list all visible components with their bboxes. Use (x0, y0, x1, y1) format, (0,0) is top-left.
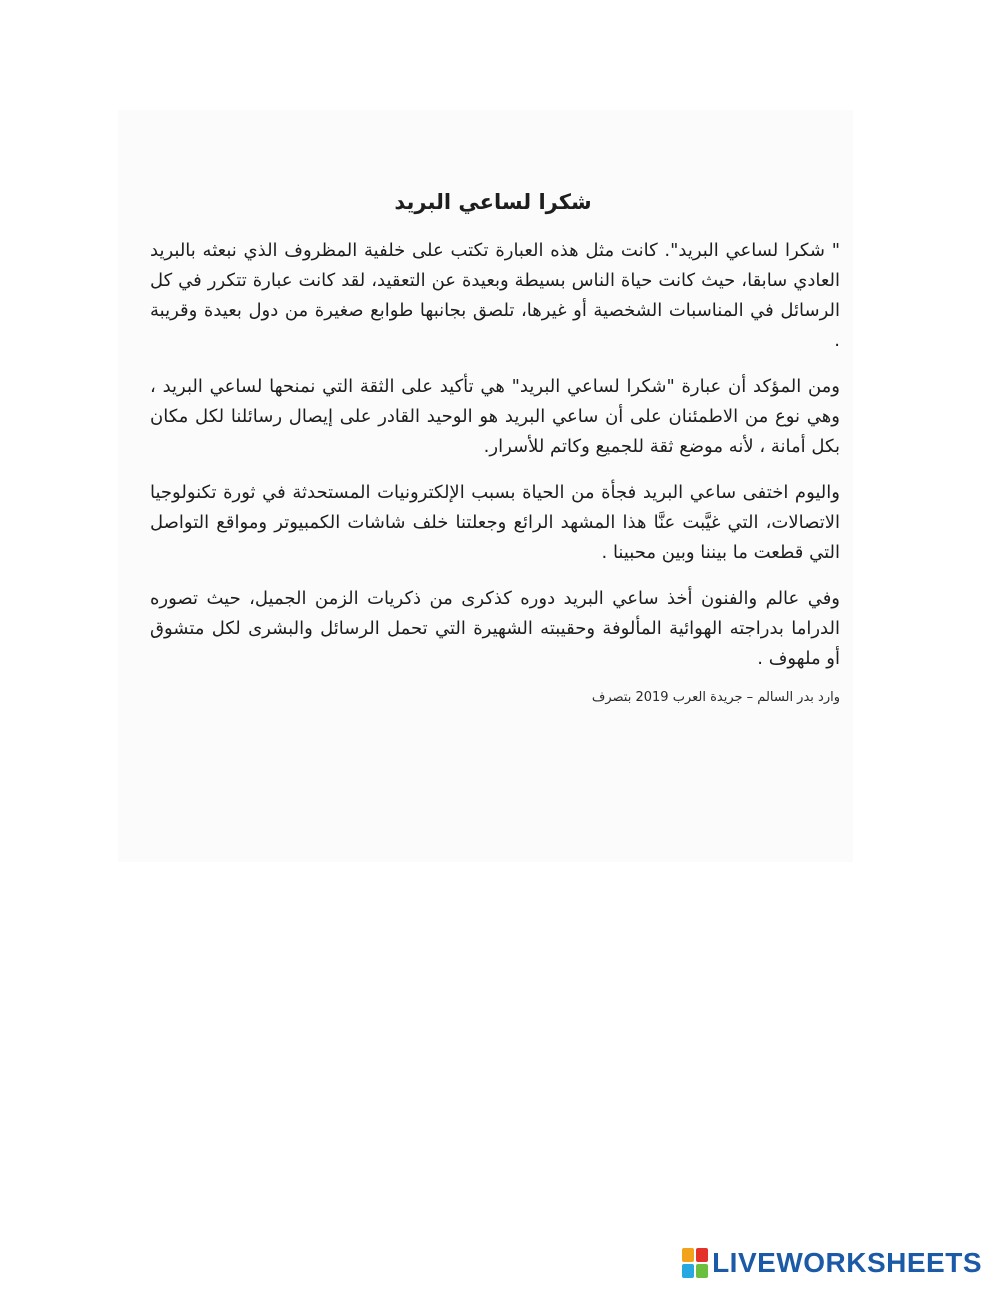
article-source: وارد بدر السالم – جريدة العرب 2019 بتصرف (591, 690, 840, 705)
brand-name: LIVEWORKSHEETS (712, 1247, 982, 1278)
article-paragraph-2: ومن المؤكد أن عبارة "شكرا لساعي البريد" هي تأكيد على الثقة التي نمنحها لساعي البريد ، وهي نوع من الاطمئنان على أن ساعي البريد هو الوحيد القادر على إيصال رسائلنا لكل مكان بكل أمانة ، لأنه موضع ثقة للجميع وكاتم للأسرار. (150, 376, 840, 457)
footer-branding (682, 1245, 982, 1281)
article (150, 190, 840, 705)
liveworksheets-logo-icon (682, 1248, 708, 1278)
article-paragraph-3: واليوم اختفى ساعي البريد فجأة من الحياة بسبب الإلكترونيات المستحدثة في ثورة تكنولوجيا الاتصالات، التي غيَّبت عنَّا هذا المشهد الرائع وجعلتنا خلف شاشات الكمبيوتر ومواقع التواصل التي قطعت ما بيننا وبين محبينا . (150, 482, 840, 563)
article-title: شكرا لساعي البريد (394, 190, 592, 214)
article-paragraph-4: وفي عالم والفنون أخذ ساعي البريد دوره كذكرى من ذكريات الزمن الجميل، حيث تصوره الدراما بدراجته الهوائية المألوفة وحقيبته الشهيرة التي تحمل الرسائل والبشرى لكل متشوق أو ملهوف . (150, 588, 840, 669)
article-paragraph-1: " شكرا لساعي البريد". كانت مثل هذه العبارة تكتب على خلفية المظروف الذي نبعثه بالبريد العادي سابقا، حيث كانت حياة الناس بسيطة وبعيدة عن التعقيد، لقد كانت عبارة تتكرر في كل الرسائل في المناسبات الشخصية أو غيرها، تلصق بجانبها طوابع صغيرة من دول بعيدة وقريبة . (150, 240, 840, 351)
